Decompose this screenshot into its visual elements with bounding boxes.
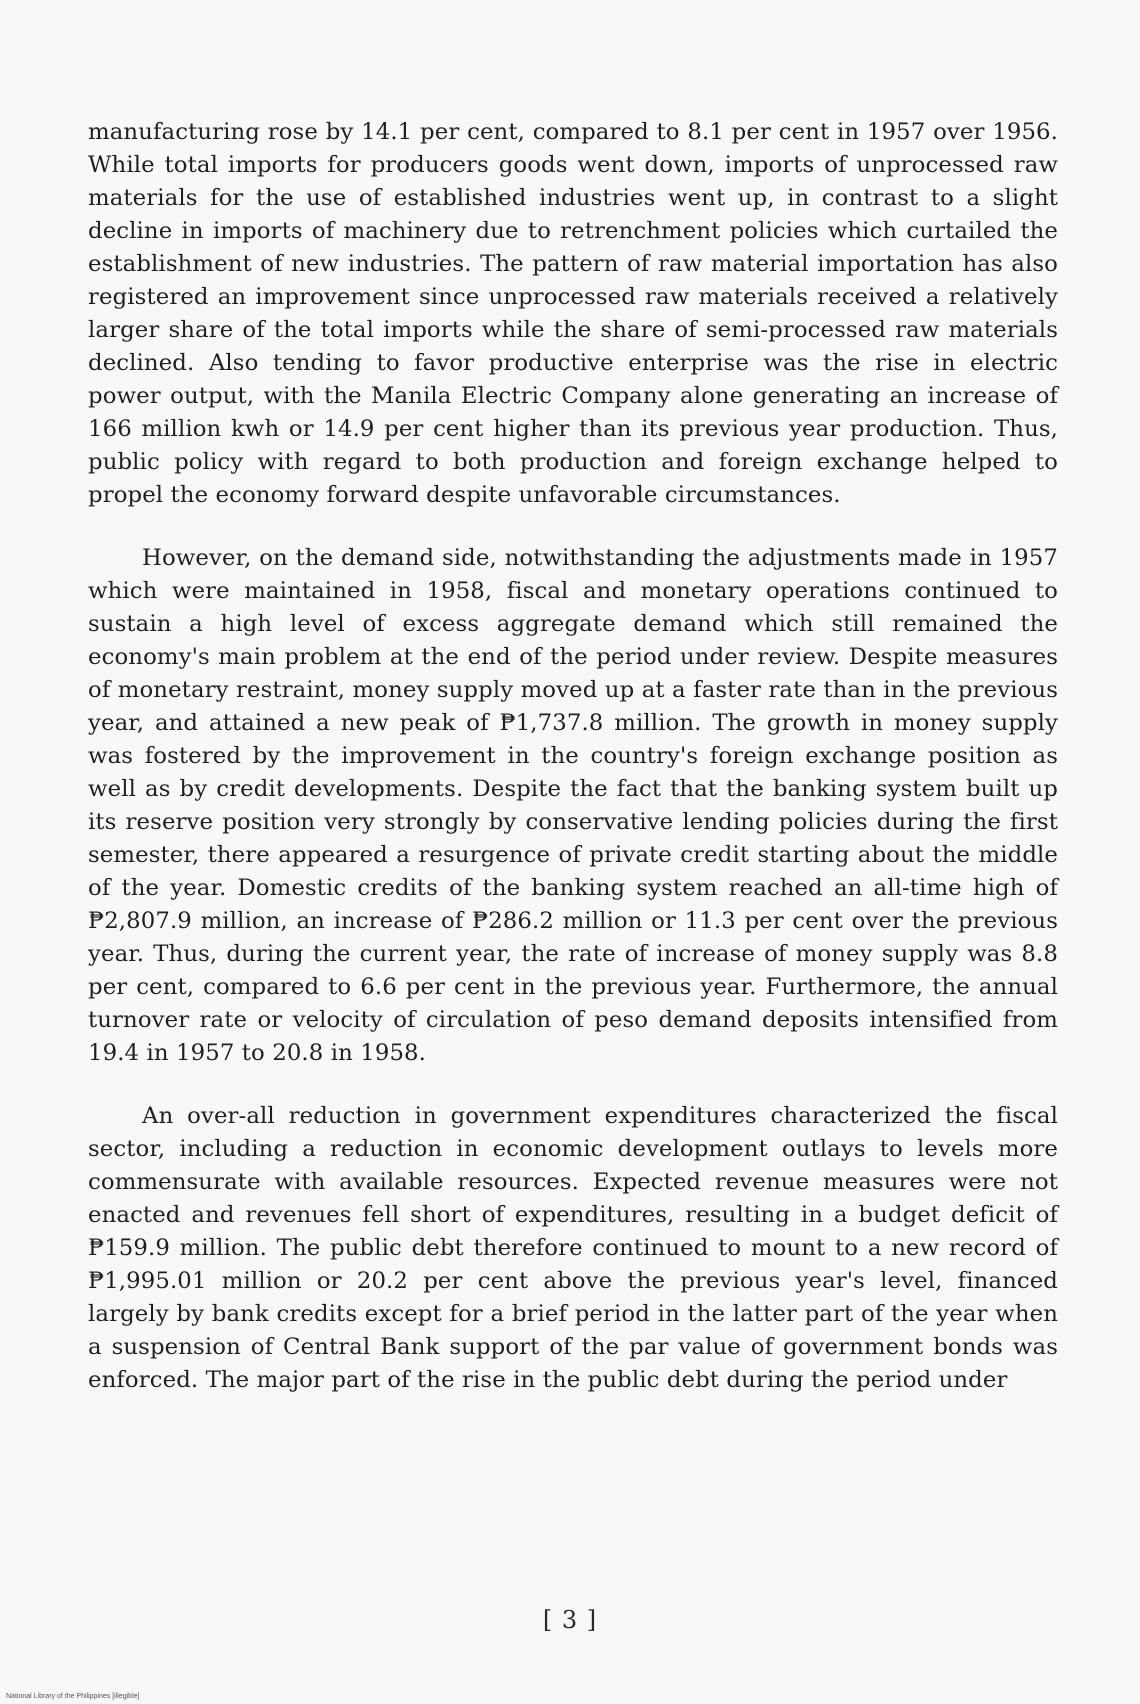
source-line: National Library of the Philippines [illegible] <box>6 1693 140 1700</box>
body-text <box>88 116 1058 1427</box>
paragraph-3: An over-all reduction in government expenditures characterized the fiscal sector, including a reduction in economic development outlays to levels more commensurate with available resources. Expected revenue measures were not enacted and revenues fell short of expenditures, resulting in a budget deficit of ₱159.9 million. The public debt therefore continued to mount to a new record of ₱1,995.01 million or 20.2 per cent above the previous year's level, financed largely by bank credits except for a brief period in the latter part of the year when a suspension of Central Bank support of the par value of government bonds was enforced. The major part of the rise in the public debt during the period under <box>88 1103 1058 1393</box>
paragraph-2: However, on the demand side, notwithstanding the adjustments made in 1957 which were maintained in 1958, fiscal and monetary operations continued to sustain a high level of excess aggregate demand which still remained the economy's main problem at the end of the period under review. Despite measures of monetary restraint, money supply moved up at a faster rate than in the previous year, and attained a new peak of ₱1,737.8 million. The growth in money supply was fostered by the improvement in the country's foreign exchange position as well as by credit developments. Despite the fact that the banking system built up its reserve position very strongly by conservative lending policies during the first semester, there appeared a resurgence of private credit starting about the middle of the year. Domestic credits of the banking system reached an all-time high of ₱2,807.9 million, an increase of ₱286.2 million or 11.3 per cent over the previous year. Thus, during the current year, the rate of increase of money supply was 8.8 per cent, compared to 6.6 per cent in the previous year. Furthermore, the annual turnover rate or velocity of circulation of peso demand deposits intensified from 19.4 in 1957 to 20.8 in 1958. <box>88 545 1058 1066</box>
paragraph-1: manufacturing rose by 14.1 per cent, compared to 8.1 per cent in 1957 over 1956. While total imports for producers goods went down, imports of unprocessed raw materials for the use of established industries went up, in contrast to a slight decline in imports of machinery due to retrenchment policies which curtailed the establishment of new industries. The pattern of raw material importation has also registered an improvement since unprocessed raw materials received a relatively larger share of the total imports while the share of semi-processed raw materials declined. Also tending to favor productive enterprise was the rise in electric power output, with the Manila Electric Company alone generating an increase of 166 million kwh or 14.9 per cent higher than its previous year production. Thus, public policy with regard to both production and foreign exchange helped to propel the economy forward despite unfavorable circumstances. <box>88 119 1058 508</box>
page-number: [ 3 ] <box>542 1606 598 1634</box>
